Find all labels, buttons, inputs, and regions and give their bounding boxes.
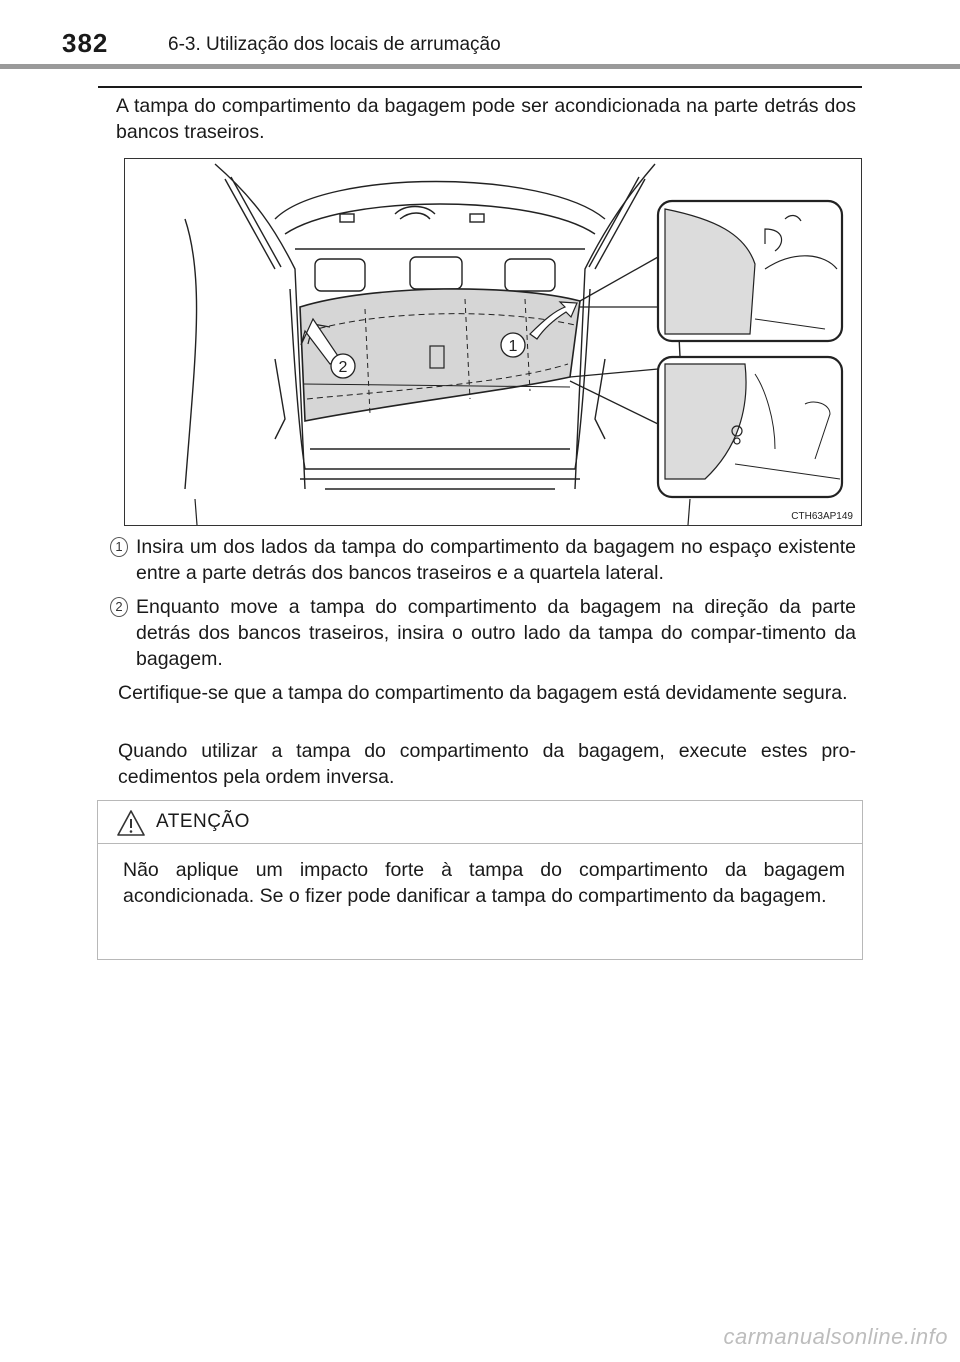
page-number: 382 [62,28,109,58]
step-1 [110,534,856,586]
section-title: 6-3. Utilização dos locais de arrumação [168,34,501,55]
callout-1: 1 [508,338,518,355]
step-2 [110,594,856,672]
paragraph-secure: Certifique-se que a tampa do compartimento da bagagem está devidamente segura. [118,682,848,704]
step-2-number: 2 [110,597,128,617]
warning-text: Não aplique um impacto forte à tampa do compartimento da bagagem acondicionada. Se o fizer pode danificar a tampa do compartimento da bagagem. [123,859,845,907]
step-2-text: Enquanto move a tampa do compartimento da bagagem na direção da parte detrás dos bancos traseiros, insira o outro lado da tampa do compar-timento da bagagem. [136,596,856,670]
paragraph-reverse: Quando utilizar a tampa do compartimento da bagagem, execute estes pro-cedimentos pela ordem inversa. [118,740,856,788]
warning-header [98,801,862,844]
callout-2: 2 [338,359,348,376]
warning-triangle-icon [116,809,146,837]
step-1-text: Insira um dos lados da tampa do compartimento da bagagem no espaço existente entre a parte detrás dos bancos traseiros e a quartela lateral. [136,536,856,584]
figure-code: CTH63AP149 [791,511,853,522]
warning-title: ATENÇÃO [156,811,250,832]
trunk-cover-illustration [124,158,862,526]
warning-box [97,800,863,960]
step-1-number: 1 [110,537,128,557]
watermark: carmanualsonline.info [723,1324,948,1349]
intro-text: A tampa do compartimento da bagagem pode ser acondicionada na parte detrás dos bancos traseiros. [116,95,856,143]
body-rule [98,86,862,88]
header-rule [0,64,960,69]
trunk-drawing [125,159,861,525]
